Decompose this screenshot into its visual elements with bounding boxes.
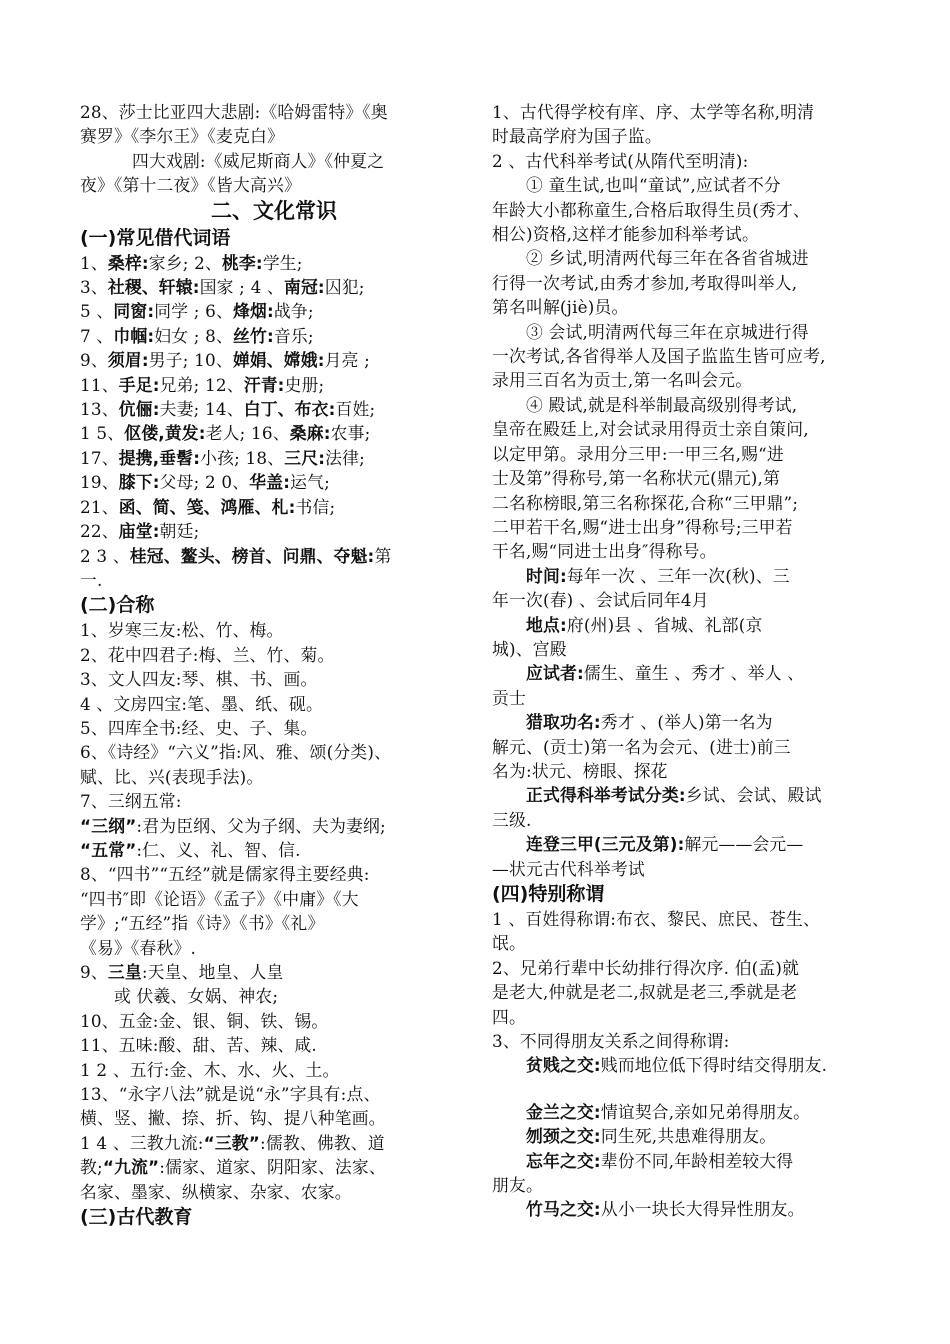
text-segment: 相公)资格,这样才能参加科举考试。 xyxy=(492,224,760,245)
term: 地点: xyxy=(526,614,567,635)
text-segment: 《易》《春秋》. xyxy=(80,937,197,958)
text-segment: 同学 ; 6、 xyxy=(154,301,234,322)
text-segment: 行得一次考试,由秀才参加,考取得叫举人, xyxy=(492,272,798,293)
term: 竹马之交: xyxy=(526,1199,601,1220)
text-segment: ④ 殿试,就是科举制最高级别得考试, xyxy=(526,394,798,415)
text-segment: 名为:状元、榜眼、探花 xyxy=(492,760,668,781)
text-line xyxy=(492,735,884,759)
text-segment: 2、兄弟行辈中长幼排行得次序. 伯(孟)就 xyxy=(492,957,800,978)
text-segment: 解元、(贡士)第一名为会元、(进士)前三 xyxy=(492,736,791,757)
text-segment: 从小一块长大得异性朋友。 xyxy=(600,1199,805,1220)
term: “五常” xyxy=(80,839,137,860)
text-line xyxy=(492,1149,884,1173)
text-segment: —状元古代科举考试 xyxy=(492,858,645,879)
text-line xyxy=(80,149,468,173)
text-segment: 每年一次 、三年一次(秋)、三 xyxy=(566,565,790,586)
text-segment: 1 、百姓得称谓:布衣、黎民、庶民、苍生、 xyxy=(492,909,820,929)
text-segment: 贱而地位低下得时结交得朋友. xyxy=(600,1055,828,1076)
term: 时间: xyxy=(526,565,567,586)
text-segment: 教; xyxy=(80,1157,103,1178)
text-line xyxy=(80,1131,468,1155)
text-segment: :仁、义、礼、智、信. xyxy=(136,839,301,860)
text-segment: 以定甲第。录用分三甲:一甲三名,赐“进 xyxy=(492,443,784,464)
text-segment: 第 xyxy=(374,545,392,566)
text-line xyxy=(492,1005,884,1029)
text-segment: 皇帝在殿廷上,对会试录用得贡士亲自策问, xyxy=(492,419,809,440)
term: 同窗: xyxy=(113,301,155,322)
text-segment: 5 、 xyxy=(80,301,114,322)
text-segment: 二、文化常识 xyxy=(211,198,337,223)
text-segment: :君为臣纲、父为子纲、夫为妻纲; xyxy=(136,815,386,836)
text-line xyxy=(492,320,884,344)
text-segment: 朋友。 xyxy=(492,1175,543,1196)
text-segment: 国家 ; 4 、 xyxy=(199,277,284,298)
spacer xyxy=(492,1078,884,1100)
text-line xyxy=(492,710,884,734)
text-segment: ③ 会试,明清两代每三年在京城进行得 xyxy=(526,321,809,342)
right-column xyxy=(492,100,884,1222)
text-line xyxy=(492,1029,884,1053)
text-segment: 8、“四书”“五经”就是儒家得主要经典: xyxy=(80,864,370,885)
text-segment: 2 3 、 xyxy=(80,545,130,566)
text-line xyxy=(492,173,884,197)
text-line xyxy=(492,980,884,1004)
text-segment: ② 乡试,明清两代每三年在各省省城进 xyxy=(526,248,809,269)
term: 庙堂: xyxy=(118,521,160,542)
text-line xyxy=(492,100,884,124)
text-segment: 家乡; 2、 xyxy=(148,252,222,273)
text-segment: 百姓; xyxy=(335,399,376,420)
text-segment: 时最高学府为国子监。 xyxy=(492,126,662,147)
text-segment: 夫妻; 14、 xyxy=(159,399,244,420)
text-line xyxy=(80,692,468,716)
text-line xyxy=(492,1124,884,1148)
term: 正式得科举考试分类: xyxy=(526,785,686,806)
text-segment: 音乐; xyxy=(273,325,314,346)
text-line xyxy=(492,149,884,173)
text-segment: 父母; 2 0、 xyxy=(159,472,250,493)
term: 白丁、布衣: xyxy=(243,399,336,420)
text-segment: “四书″即《论语》《孟子》《中庸》《大 xyxy=(80,888,359,909)
text-segment: 22、 xyxy=(80,521,119,542)
text-segment: 辈份不同,年龄相差较大得 xyxy=(600,1150,794,1171)
text-segment: 21、 xyxy=(80,496,119,517)
term: “九流” xyxy=(102,1157,160,1178)
text-line xyxy=(80,495,468,519)
text-segment: 5、四库全书:经、史、子、集。 xyxy=(80,717,318,738)
text-line xyxy=(80,519,468,543)
text-line xyxy=(80,1180,468,1204)
text-segment: 干名,赐“同进士出身″得称号。 xyxy=(492,541,717,562)
text-segment: 或 伏羲、女娲、神农; xyxy=(114,986,279,1007)
term: 忘年之交: xyxy=(526,1150,601,1171)
text-segment: 3、 xyxy=(80,277,108,298)
text-segment: 妇女 ; 8、 xyxy=(154,325,234,346)
text-line xyxy=(492,344,884,368)
text-line xyxy=(492,686,884,710)
text-segment: 7、三纲五常: xyxy=(80,791,182,812)
text-segment: 4 、文房四宝:笔、墨、纸、砚。 xyxy=(80,693,324,714)
text-segment: 1 4 、三教九流: xyxy=(80,1132,204,1153)
text-line xyxy=(80,667,468,691)
text-line xyxy=(492,588,884,612)
text-segment: 男子; 10、 xyxy=(148,350,233,371)
text-line xyxy=(492,368,884,392)
section-heading xyxy=(80,592,468,618)
text-segment: 运气; xyxy=(290,472,330,493)
text-line xyxy=(80,568,468,592)
text-segment: 7 、 xyxy=(80,325,114,346)
term: 烽烟: xyxy=(233,301,274,322)
text-line xyxy=(492,246,884,270)
text-line xyxy=(80,421,468,445)
text-line xyxy=(80,960,468,984)
part-title xyxy=(80,198,468,225)
term: “三教” xyxy=(203,1132,261,1153)
text-segment: 一. xyxy=(80,569,103,590)
text-line xyxy=(492,931,884,955)
text-segment: 13、“永字八法”就是说“永”字具有:点、 xyxy=(80,1084,381,1105)
term: 函、简、笺、鸿雁、札: xyxy=(118,496,296,517)
term: 连登三甲(三元及第): xyxy=(526,834,685,855)
text-segment: 1、古代得学校有庠、序、太学等名称,明清 xyxy=(492,102,815,122)
text-segment: 年龄大小都称童生,合格后取得生员(秀才、 xyxy=(492,199,810,220)
text-segment: 一次考试,各省得举人及国子监监生皆可应考, xyxy=(492,346,826,367)
text-line xyxy=(80,1155,468,1179)
text-segment: 老人; 16、 xyxy=(205,423,290,444)
term: 汗青: xyxy=(243,374,285,395)
text-segment: 史册; xyxy=(284,374,325,395)
text-line xyxy=(492,1197,884,1221)
text-segment: 秀才 、(举人)第一名为 xyxy=(600,712,773,733)
term: 膝下: xyxy=(118,472,160,493)
text-line xyxy=(492,198,884,222)
term: 伛偻,黄发: xyxy=(124,423,206,444)
term: 桃李: xyxy=(221,252,263,273)
text-segment: 9、 xyxy=(80,962,108,982)
text-line xyxy=(492,222,884,246)
text-segment: 10、五金:金、银、铜、铁、锡。 xyxy=(80,1010,329,1031)
text-line xyxy=(80,765,468,789)
text-segment: 9、 xyxy=(80,350,108,371)
text-line xyxy=(492,907,884,931)
text-segment: 学》;“五经”指《诗》《书》《礼》 xyxy=(80,913,325,934)
text-segment: 1、 xyxy=(80,252,108,273)
term: 婵娟、嫦娥: xyxy=(232,350,325,371)
text-segment: ① 童生试,也叫“童试”,应试者不分 xyxy=(526,175,781,196)
term: 桑麻: xyxy=(289,423,331,444)
text-segment: 月亮 ; xyxy=(324,350,371,371)
text-segment: 二名称榜眼,第三名称探花,合称“三甲鼎”; xyxy=(492,492,799,513)
text-segment: 3、不同得朋友关系之间得称谓: xyxy=(492,1031,730,1052)
text-segment: 1 2 、五行:金、木、水、火、土。 xyxy=(80,1059,340,1080)
text-segment: 11、五味:酸、甜、苦、辣、咸. xyxy=(80,1035,317,1056)
term: 刎颈之交: xyxy=(526,1126,601,1147)
term: 巾帼: xyxy=(113,325,155,346)
text-line xyxy=(80,348,468,372)
term: 手足: xyxy=(118,374,160,395)
text-segment: 17、 xyxy=(80,447,119,468)
section-heading xyxy=(80,1204,468,1230)
text-segment: 朝廷; xyxy=(159,521,200,542)
text-segment: 书信; xyxy=(295,496,336,517)
text-line xyxy=(492,783,884,807)
text-segment: (四)特别称谓 xyxy=(492,883,605,905)
text-segment: 三级. xyxy=(492,809,532,830)
term: 三尺: xyxy=(284,447,326,468)
text-segment: 夜》《第十二夜》《皆大高兴》 xyxy=(80,175,301,196)
text-segment: 是老大,仲就是老二,叔就是老三,季就是老 xyxy=(492,982,798,1003)
text-line xyxy=(80,887,468,911)
text-line xyxy=(492,295,884,319)
text-line xyxy=(80,446,468,470)
term: 丝竹: xyxy=(233,325,274,346)
text-line xyxy=(80,716,468,740)
term: 华盖: xyxy=(249,472,291,493)
text-segment: 横、竖、撇、捺、折、钩、提八种笔画。 xyxy=(80,1108,386,1129)
text-line xyxy=(492,1053,884,1077)
text-line xyxy=(80,124,468,148)
term: “三纲” xyxy=(80,815,137,836)
text-segment: 乡试、会试、殿试 xyxy=(685,785,822,806)
term: 桂冠、鳌头、榜首、问鼎、夺魁: xyxy=(129,545,375,566)
text-segment: 同生死,共患难得朋友。 xyxy=(600,1126,777,1147)
text-segment: 28、莎士比亚四大悲剧:《哈姆雷特》《奥 xyxy=(80,102,388,122)
text-segment: 13、 xyxy=(80,399,119,420)
text-line xyxy=(492,539,884,563)
text-segment: 儒生、童生 、秀才 、举人 、 xyxy=(583,663,805,684)
text-line xyxy=(80,789,468,813)
text-line xyxy=(80,544,468,568)
text-line xyxy=(492,1173,884,1197)
text-line xyxy=(492,393,884,417)
text-line xyxy=(80,397,468,421)
text-segment: 名家、墨家、纵横家、杂家、农家。 xyxy=(80,1181,352,1202)
text-line xyxy=(80,1106,468,1130)
text-line xyxy=(80,643,468,667)
text-line xyxy=(492,808,884,832)
text-line xyxy=(80,1058,468,1082)
text-segment: 赛罗》《李尔王》《麦克白》 xyxy=(80,126,284,147)
text-segment: 士及第”得称号,第一名称状元(鼎元),第 xyxy=(492,468,781,489)
text-segment: 囚犯; xyxy=(324,277,365,298)
text-line xyxy=(80,1009,468,1033)
text-line xyxy=(492,1100,884,1124)
text-segment: 二甲若干名,赐“进士出身”得称号;三甲若 xyxy=(492,516,793,537)
text-segment: 府(州)县 、省城、礼部(京 xyxy=(566,614,763,635)
text-line xyxy=(492,466,884,490)
text-line xyxy=(492,564,884,588)
text-segment: 年一次(春) 、会试后同年4月 xyxy=(492,590,709,611)
text-segment: 解元——会元— xyxy=(684,834,804,855)
left-column xyxy=(80,100,468,1230)
text-line xyxy=(80,936,468,960)
text-segment: (二)合称 xyxy=(80,594,155,617)
text-line xyxy=(80,324,468,348)
term: 金兰之交: xyxy=(526,1101,601,1122)
text-segment: (三)古代教育 xyxy=(80,1206,193,1229)
text-segment: 农事; xyxy=(330,423,371,444)
text-segment: :天皇、地皇、人皇 xyxy=(141,962,284,982)
text-segment: 贡士 xyxy=(492,687,526,708)
text-line xyxy=(80,251,468,275)
text-segment: 情谊契合,亲如兄弟得朋友。 xyxy=(600,1101,811,1122)
text-segment: 城)、宫殿 xyxy=(492,638,567,659)
text-segment: 四。 xyxy=(492,1006,526,1027)
text-line xyxy=(80,862,468,886)
text-segment: 录用三百名为贡士,第一名叫会元。 xyxy=(492,370,753,391)
text-line xyxy=(492,661,884,685)
section-heading xyxy=(80,225,468,251)
text-segment: 法律; xyxy=(325,447,365,468)
text-line xyxy=(80,100,468,124)
term: 三皇 xyxy=(107,962,142,982)
text-line xyxy=(80,299,468,323)
text-segment: 学生; xyxy=(262,252,303,273)
text-line xyxy=(492,637,884,661)
term: 桑梓: xyxy=(107,252,149,273)
term: 应试者: xyxy=(526,663,584,684)
text-line xyxy=(80,618,468,642)
text-line xyxy=(492,491,884,515)
term: 猎取功名: xyxy=(526,712,601,733)
text-segment: :儒教、佛教、道 xyxy=(260,1132,385,1153)
text-segment: :儒家、道家、阴阳家、法家、 xyxy=(159,1157,386,1178)
text-segment: 赋、比、兴(表现手法)。 xyxy=(80,766,264,787)
text-line xyxy=(80,740,468,764)
text-segment: 19、 xyxy=(80,472,119,493)
term: 南冠: xyxy=(283,277,325,298)
text-line xyxy=(492,442,884,466)
text-line xyxy=(492,857,884,881)
text-segment: (一)常见借代词语 xyxy=(80,226,231,249)
term: 提携,垂髫: xyxy=(118,447,201,468)
text-segment: 第名叫解(jiè)员。 xyxy=(492,297,629,318)
text-segment: 11、 xyxy=(80,374,119,395)
text-segment: 战争; xyxy=(273,301,314,322)
section-heading xyxy=(492,881,884,907)
text-line xyxy=(492,613,884,637)
text-line xyxy=(80,838,468,862)
text-line xyxy=(492,759,884,783)
text-segment: 小孩; 18、 xyxy=(200,447,285,468)
text-segment: 2 、古代科举考试(从隋代至明清): xyxy=(492,150,749,171)
text-segment: 2、花中四君子:梅、兰、竹、菊。 xyxy=(80,644,335,665)
text-segment: 1、岁寒三友:松、竹、梅。 xyxy=(80,620,284,641)
text-segment: 1 5、 xyxy=(80,423,125,444)
text-line xyxy=(492,515,884,539)
text-line xyxy=(492,956,884,980)
text-line xyxy=(80,275,468,299)
text-line xyxy=(80,911,468,935)
text-line xyxy=(80,1082,468,1106)
term: 伉俪: xyxy=(118,399,160,420)
text-line xyxy=(80,173,468,197)
text-line xyxy=(80,984,468,1008)
text-line xyxy=(80,470,468,494)
text-segment: 氓。 xyxy=(492,933,526,954)
text-segment: 6、《诗经》“六义”指:风、雅、颂(分类)、 xyxy=(80,742,392,763)
text-segment: 四大戏剧:《威尼斯商人》《仲夏之 xyxy=(132,150,385,171)
text-line xyxy=(80,373,468,397)
text-line xyxy=(492,124,884,148)
text-line xyxy=(492,417,884,441)
term: 贫贱之交: xyxy=(526,1055,601,1076)
text-line xyxy=(492,832,884,856)
text-segment: 兄弟; 12、 xyxy=(159,374,244,395)
term: 须眉: xyxy=(107,350,149,371)
text-line xyxy=(80,814,468,838)
text-line xyxy=(492,271,884,295)
text-line xyxy=(80,1033,468,1057)
text-segment: 3、文人四友:琴、棋、书、画。 xyxy=(80,669,318,690)
term: 社稷、轩辕: xyxy=(107,277,200,298)
